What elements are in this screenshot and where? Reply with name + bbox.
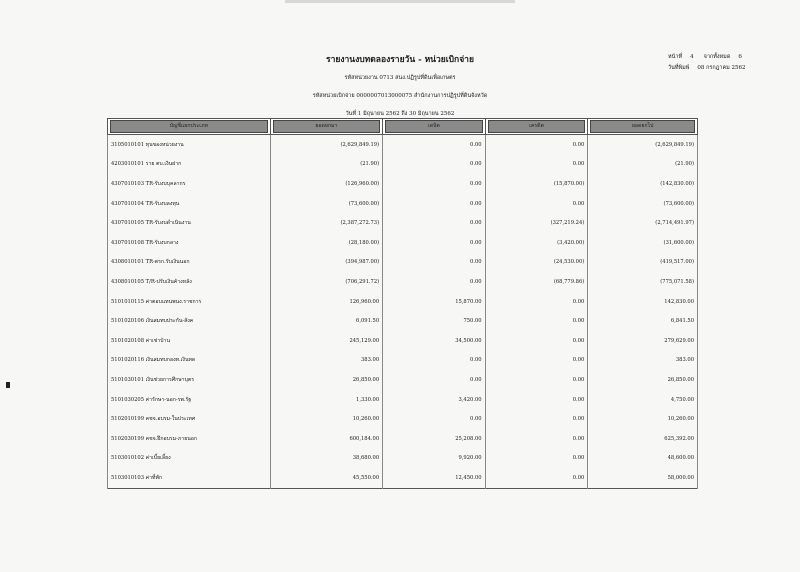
account-cell xyxy=(108,390,271,410)
account-cell xyxy=(108,174,271,194)
carried-forward-cell: (2,629,849.19) xyxy=(588,135,698,155)
carried-forward-cell: 625,392.00 xyxy=(588,429,698,449)
debit-cell: 0.00 xyxy=(383,194,485,214)
account-cell xyxy=(108,331,271,351)
credit-cell: 0.00 xyxy=(485,449,588,469)
account-code: 5101010115 xyxy=(111,298,145,305)
credit-cell: (68,779.86) xyxy=(485,272,588,292)
account-code: 5102030199 xyxy=(111,435,145,442)
brought-forward-cell: 600,184.00 xyxy=(270,429,383,449)
col-header-debit: เดบิต xyxy=(385,120,482,133)
debit-cell: 0.00 xyxy=(383,233,485,253)
account-name: ค่าที่พัก xyxy=(145,474,163,481)
page-label: หน้าที่ xyxy=(668,54,683,60)
carried-forward-cell: (31,600.00) xyxy=(588,233,698,253)
account-name: TR-รับงบกลาง xyxy=(145,239,179,246)
debit-cell: 25,208.00 xyxy=(383,429,485,449)
account-cell xyxy=(108,468,271,488)
scan-mark xyxy=(285,0,515,3)
debit-cell: 750.00 xyxy=(383,311,485,331)
debit-cell: 0.00 xyxy=(383,135,485,155)
brought-forward-cell: 245,129.00 xyxy=(270,331,383,351)
brought-forward-cell: 1,330.00 xyxy=(270,390,383,410)
brought-forward-cell: (394,987.00) xyxy=(270,253,383,273)
account-name: ค่าเช่าบ้าน xyxy=(145,337,170,344)
credit-cell: (3,420.00) xyxy=(485,233,588,253)
col-header-account: บัญชีแยกประเภท xyxy=(110,120,268,133)
brought-forward-cell: 38,680.00 xyxy=(270,449,383,469)
report-header xyxy=(250,52,550,118)
debit-cell: 15,870.00 xyxy=(383,292,485,312)
table-row xyxy=(108,272,698,292)
debit-cell: 9,920.00 xyxy=(383,449,485,469)
debit-cell: 12,450.00 xyxy=(383,468,485,488)
print-date: 08 กรกฎาคม 2562 xyxy=(697,65,746,71)
carried-forward-cell: 6,841.50 xyxy=(588,311,698,331)
debit-cell: 34,500.00 xyxy=(383,331,485,351)
page-info xyxy=(668,52,778,74)
carried-forward-cell: (775,071.58) xyxy=(588,272,698,292)
account-name: เงินช่วยการศึกษาบุตร xyxy=(145,376,195,383)
table-row xyxy=(108,213,698,233)
brought-forward-cell: 6,091.50 xyxy=(270,311,383,331)
brought-forward-cell: (2,387,272.73) xyxy=(270,213,383,233)
brought-forward-cell: (28,180.00) xyxy=(270,233,383,253)
account-name: TR-รับงบบุคลากร xyxy=(145,180,186,187)
account-code: 4308010101 xyxy=(111,259,145,266)
account-code: 5101020116 xyxy=(111,357,145,364)
table-row xyxy=(108,292,698,312)
carried-forward-cell: 10,260.00 xyxy=(588,409,698,429)
credit-cell: 0.00 xyxy=(485,311,588,331)
account-cell xyxy=(108,253,271,273)
debit-cell: 0.00 xyxy=(383,370,485,390)
disbursement-unit-line: รหัสหน่วยเบิกจ่าย 0000007013000075 สำนักงานการปฏิรูปที่ดินจังหวัด xyxy=(312,93,488,99)
carried-forward-cell: 383.00 xyxy=(588,351,698,371)
account-name: เงินสมทบประกัน-สังค xyxy=(145,318,194,325)
account-code: 4307010104 xyxy=(111,200,145,207)
brought-forward-cell: (21.90) xyxy=(270,155,383,175)
brought-forward-cell: 126,960.00 xyxy=(270,292,383,312)
account-code: 5101020106 xyxy=(111,318,145,325)
account-name: ทุนของหน่วยงาน xyxy=(145,141,184,148)
credit-cell: 0.00 xyxy=(485,370,588,390)
brought-forward-cell: 26,850.00 xyxy=(270,370,383,390)
carried-forward-cell: (419,517.00) xyxy=(588,253,698,273)
total-pages: 6 xyxy=(738,54,742,60)
account-code: 5101030205 xyxy=(111,396,145,403)
total-label: จากทั้งหมด xyxy=(703,54,731,60)
account-cell xyxy=(108,351,271,371)
account-name: ค่ารักษา-นอก-รพ.รัฐ xyxy=(145,396,192,403)
debit-cell: 0.00 xyxy=(383,213,485,233)
brought-forward-cell: 383.00 xyxy=(270,351,383,371)
account-name: คชจ.อบรม-ในประเทศ xyxy=(145,416,196,423)
account-code: 4308010105 xyxy=(111,278,145,285)
table-body xyxy=(108,135,698,489)
account-name: ค่าตอบแทนพนง.ราชการ xyxy=(145,298,202,305)
account-cell xyxy=(108,194,271,214)
account-cell xyxy=(108,155,271,175)
credit-cell: (327,219.24) xyxy=(485,213,588,233)
brought-forward-cell: 45,550.00 xyxy=(270,468,383,488)
brought-forward-cell: (73,600.00) xyxy=(270,194,383,214)
credit-cell: 0.00 xyxy=(485,468,588,488)
carried-forward-cell: 48,600.00 xyxy=(588,449,698,469)
credit-cell: (15,870.00) xyxy=(485,174,588,194)
credit-cell: 0.00 xyxy=(485,135,588,155)
carried-forward-cell: (142,830.00) xyxy=(588,174,698,194)
carried-forward-cell: (73,600.00) xyxy=(588,194,698,214)
table-row xyxy=(108,253,698,273)
print-date-label: วันที่พิมพ์ xyxy=(668,65,690,71)
account-name: TR-รับงบดำเนินงาน xyxy=(145,220,191,227)
account-code: 5101030101 xyxy=(111,376,145,383)
account-code: 5101020108 xyxy=(111,337,145,344)
account-cell xyxy=(108,449,271,469)
debit-cell: 0.00 xyxy=(383,253,485,273)
table-row xyxy=(108,331,698,351)
debit-cell: 0.00 xyxy=(383,351,485,371)
brought-forward-cell: (126,960.00) xyxy=(270,174,383,194)
page-number: 4 xyxy=(690,54,694,60)
col-header-carried-forward: ยอดยกไป xyxy=(590,120,695,133)
table-row xyxy=(108,135,698,155)
report-title: รายงานงบทดลองรายวัน - หน่วยเบิกจ่าย xyxy=(326,55,474,65)
brought-forward-cell: 10,260.00 xyxy=(270,409,383,429)
table-row xyxy=(108,194,698,214)
account-name: TR-รับงบลงทุน xyxy=(145,200,180,207)
carried-forward-cell: 4,750.00 xyxy=(588,390,698,410)
account-cell xyxy=(108,213,271,233)
carried-forward-cell: (21.90) xyxy=(588,155,698,175)
account-cell xyxy=(108,311,271,331)
account-cell xyxy=(108,233,271,253)
credit-cell: 0.00 xyxy=(485,292,588,312)
table-row xyxy=(108,390,698,410)
account-code: 5103010103 xyxy=(111,474,145,481)
table-header-row xyxy=(108,119,698,135)
account-name: ค่าเบี้ยเลี้ยง xyxy=(145,455,171,462)
table-row xyxy=(108,233,698,253)
col-header-brought-forward: ยอดยกมา xyxy=(273,120,381,133)
credit-cell: 0.00 xyxy=(485,331,588,351)
debit-cell: 0.00 xyxy=(383,409,485,429)
account-code: 4307010108 xyxy=(111,239,145,246)
scan-mark xyxy=(6,382,10,388)
table-row xyxy=(108,155,698,175)
table-row xyxy=(108,370,698,390)
account-name: คชจ.ฝึกอบรม-ภายนอก xyxy=(145,435,198,442)
date-range: วันที่ 1 มิถุนายน 2562 ถึง 30 มิถุนายน 2562 xyxy=(345,111,455,117)
trial-balance-table xyxy=(107,118,698,489)
carried-forward-cell: 26,850.00 xyxy=(588,370,698,390)
brought-forward-cell: (706,291.72) xyxy=(270,272,383,292)
credit-cell: (24,530.00) xyxy=(485,253,588,273)
debit-cell: 0.00 xyxy=(383,272,485,292)
carried-forward-cell: 142,830.00 xyxy=(588,292,698,312)
account-name: TR-ตรก.รับเงินนอก xyxy=(145,259,190,266)
account-code: 3105010101 xyxy=(111,141,145,148)
debit-cell: 0.00 xyxy=(383,174,485,194)
account-cell xyxy=(108,409,271,429)
credit-cell: 0.00 xyxy=(485,155,588,175)
account-cell xyxy=(108,272,271,292)
account-cell xyxy=(108,292,271,312)
table-row xyxy=(108,351,698,371)
account-code: 5103010102 xyxy=(111,455,145,462)
table-row xyxy=(108,174,698,194)
table-row xyxy=(108,468,698,488)
credit-cell: 0.00 xyxy=(485,429,588,449)
table-row xyxy=(108,311,698,331)
account-name: ราย ตบ.เงินฝาก xyxy=(145,161,182,168)
agency-line: รหัสหน่วยงาน 0713 สนง.ปฏิรูปที่ดินเพื่อเกษตร xyxy=(344,75,456,81)
credit-cell: 0.00 xyxy=(485,194,588,214)
account-cell xyxy=(108,370,271,390)
credit-cell: 0.00 xyxy=(485,351,588,371)
account-code: 4203010101 xyxy=(111,161,145,168)
col-header-credit: เครดิต xyxy=(488,120,586,133)
credit-cell: 0.00 xyxy=(485,390,588,410)
carried-forward-cell: 58,000.00 xyxy=(588,468,698,488)
account-code: 5102010199 xyxy=(111,416,145,423)
debit-cell: 3,420.00 xyxy=(383,390,485,410)
brought-forward-cell: (2,629,849.19) xyxy=(270,135,383,155)
account-cell xyxy=(108,135,271,155)
table-row xyxy=(108,429,698,449)
table-row xyxy=(108,449,698,469)
account-code: 4307010103 xyxy=(111,180,145,187)
debit-cell: 0.00 xyxy=(383,155,485,175)
account-name: เงินสมทบกองท.เงินทด xyxy=(145,357,196,364)
credit-cell: 0.00 xyxy=(485,409,588,429)
carried-forward-cell: 279,629.00 xyxy=(588,331,698,351)
carried-forward-cell: (2,714,491.97) xyxy=(588,213,698,233)
account-name: T/R-ปรับเงินค้างหลัง xyxy=(145,278,192,285)
table-row xyxy=(108,409,698,429)
account-code: 4307010105 xyxy=(111,220,145,227)
account-cell xyxy=(108,429,271,449)
